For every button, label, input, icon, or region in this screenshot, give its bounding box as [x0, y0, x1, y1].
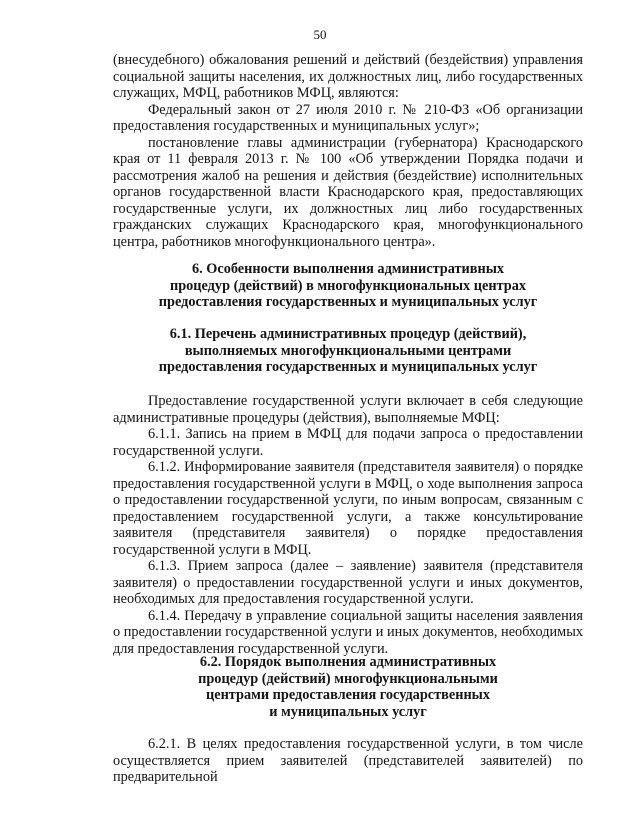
legal-basis-block	[113, 52, 583, 250]
paragraph-federal-law: Федеральный закон от 27 июля 2010 г. № 210-ФЗ «Об организации предоставления государственных и муниципальных услуг»;	[113, 101, 583, 134]
heading-line: 6. Особенности выполнения административных	[191, 261, 505, 277]
page-number: 50	[313, 27, 327, 42]
section-6-heading	[113, 261, 583, 311]
heading-line: выполняемых многофункциональными центрами	[184, 342, 512, 359]
paragraph-6-1-4: 6.1.4. Передачу в управление социальной защиты населения заявления о предоставлении государственной услуги и иных документов, необходимых для предоставления государственной услуги.	[113, 607, 583, 657]
paragraph-6-2-1: 6.2.1. В целях предоставления государственной услуги, в том числе осуществляется прием заявителей (представителей заявителей) по предварительной	[113, 736, 583, 785]
section-6-2-body	[113, 736, 583, 786]
paragraph-appeal-legal-basis: (внесудебного) обжалования решений и действий (бездействия) управления социальной защиты населения, их должностных лиц, либо государственных служащих, МФЦ, работников МФЦ, являются:	[113, 52, 583, 101]
heading-line: предоставления государственных и муниципальных услуг	[158, 294, 538, 310]
paragraph-6-1-1: 6.1.1. Запись на прием в МФЦ для подачи запроса о предоставлении государственной услуги.	[113, 426, 583, 459]
section-6-1-heading	[113, 326, 583, 376]
heading-line: предоставления государственных и муниципальных услуг	[158, 359, 538, 375]
heading-line: процедур (действий) многофункциональными	[198, 670, 498, 687]
paragraph-procedures-intro: Предоставление государственной услуги включает в себя следующие административные процедуры (действия), выполняемые МФЦ:	[113, 393, 583, 426]
paragraph-6-1-3: 6.1.3. Прием запроса (далее – заявление) заявителя (представителя заявителя) о предоставлении государственной услуги и иных документов, необходимых для предоставления государственной услуги.	[113, 558, 583, 607]
heading-line: центрами предоставления государственных	[205, 687, 490, 703]
procedures-list-block	[113, 393, 583, 657]
paragraph-governor-decree: постановление главы администрации (губернатора) Краснодарского края от 11 февраля 2013 г. № 100 «Об утверждении Порядка подачи и рассмотрения жалоб на решения и действия (бездействие) исполнительных органов государственной власти Краснодарского края, предоставляющих государственные услуги, их должностных лиц либо государственных гражданских служащих Краснодарского края, многофункционального центра, работников многофункционального центра».	[113, 134, 583, 250]
heading-line: процедур (действий) в многофункциональных центрах	[169, 277, 527, 294]
heading-line: и муниципальных услуг	[269, 703, 427, 720]
section-6-2-heading	[113, 654, 583, 720]
heading-line: 6.2. Порядок выполнения административных	[199, 654, 497, 670]
paragraph-6-1-2: 6.1.2. Информирование заявителя (представителя заявителя) о порядке предоставления государственной услуги в МФЦ, о ходе выполнения запроса о предоставлении государственной услуги, по иным вопросам, связанным с предоставлением государственной услуги, а также консультирование заявителя (представителя заявителя) о порядке предоставления государственной услуги в МФЦ.	[113, 459, 583, 558]
heading-line: 6.1. Перечень административных процедур (действий),	[169, 326, 527, 342]
